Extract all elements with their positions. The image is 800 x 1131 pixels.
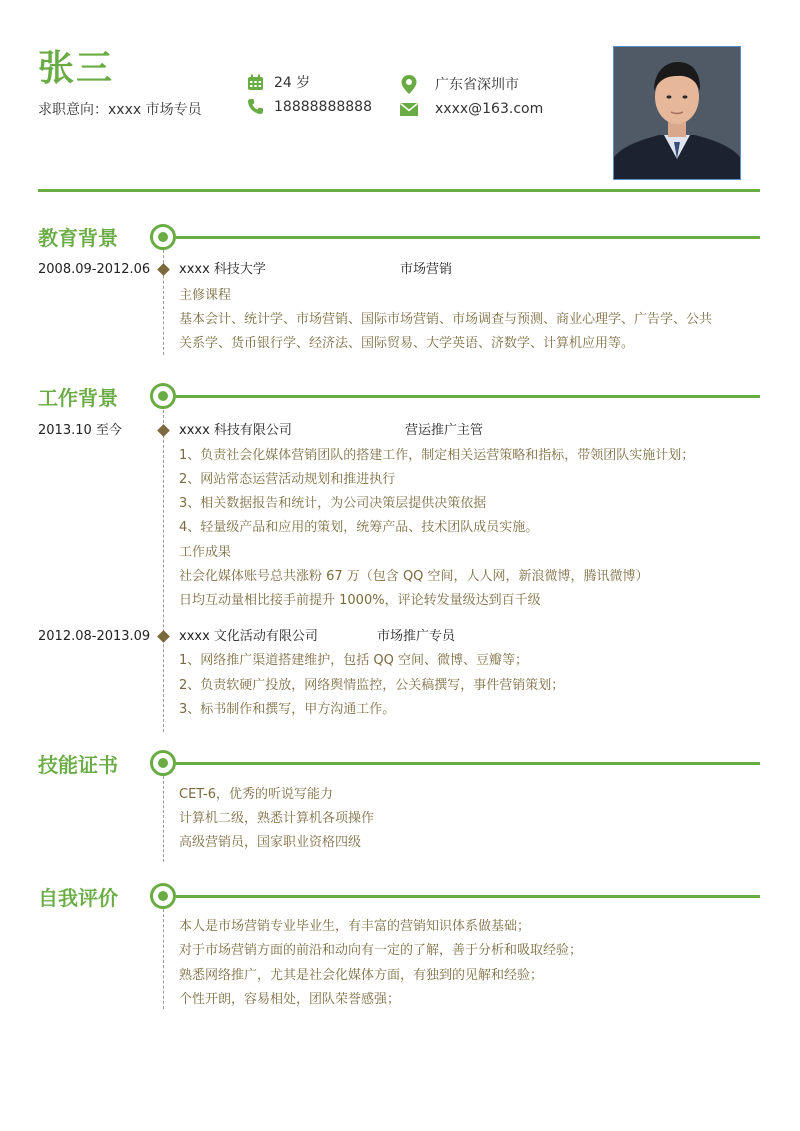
diamond-icon — [157, 630, 170, 643]
education-line: 基本会计、统计学、市场营销、国际市场营销、市场调查与预测、商业心理学、广告学、公共 — [179, 312, 713, 327]
self-line: 对于市场营销方面的前沿和动向有一定的了解，善于分析和吸取经验； — [179, 943, 583, 958]
education-rule — [176, 236, 760, 239]
self-line: 个性开朗，容易相处，团队荣誉感强； — [179, 992, 401, 1007]
self-heading: 自我评价 — [38, 886, 118, 910]
job-line: 1、负责社会化媒体营销团队的搭建工作，制定相关运营策略和指标，带领团队实施计划； — [179, 448, 695, 463]
skill-line: CET-6，优秀的听说写能力 — [179, 787, 334, 802]
location-text: 广东省深圳市 — [435, 77, 519, 93]
self-marker-icon — [150, 883, 176, 909]
candidate-name: 张三 — [38, 48, 115, 89]
self-line: 熟悉网络推广，尤其是社会化媒体方面，有独到的见解和经验； — [179, 968, 544, 983]
phone-text: 18888888888 — [274, 99, 372, 115]
calendar-icon — [246, 73, 264, 91]
skills-rule — [176, 762, 760, 765]
skills-timeline — [163, 776, 164, 862]
job-date: 2012.08-2013.09 — [38, 629, 151, 644]
work-marker-icon — [150, 383, 176, 409]
job-line: 工作成果 — [179, 545, 232, 560]
skill-line: 计算机二级，熟悉计算机各项操作 — [179, 811, 375, 826]
work-rule — [176, 395, 760, 398]
age-text: 24 岁 — [274, 75, 311, 91]
header-divider — [38, 189, 760, 192]
skills-marker-icon — [150, 750, 176, 776]
major-name: 市场营销 — [400, 262, 453, 277]
location-pin-icon — [400, 75, 418, 93]
job-line: 3、标书制作和撰写，甲方沟通工作。 — [179, 702, 396, 717]
work-heading: 工作背景 — [38, 386, 118, 410]
education-marker-icon — [150, 224, 176, 250]
self-timeline — [163, 909, 164, 1009]
self-rule — [176, 895, 760, 898]
job-line: 日均互动量相比接手前提升 1000%，评论转发量级达到百千级 — [179, 593, 541, 608]
job-line: 2、负责软硬广投放，网络舆情监控，公关稿撰写，事件营销策划； — [179, 678, 565, 693]
job-line: 1、网络推广渠道搭建维护，包括 QQ 空间、微博、豆瓣等； — [179, 653, 529, 668]
education-line: 关系学、货币银行学、经济法、国际贸易、大学英语、济数学、计算机应用等。 — [179, 336, 635, 351]
job-line: 社会化媒体账号总共涨粉 67 万（包含 QQ 空间，人人网，新浪微博，腾讯微博） — [179, 569, 649, 584]
education-date: 2008.09-2012.06 — [38, 262, 151, 277]
education-line: 主修课程 — [179, 288, 232, 303]
job-line: 3、相关数据报告和统计，为公司决策层提供决策依据 — [179, 496, 487, 511]
diamond-icon — [157, 424, 170, 437]
skill-line: 高级营销员，国家职业资格四级 — [179, 835, 362, 850]
job-role: 市场推广专员 — [377, 629, 456, 644]
job-role: 营运推广主管 — [405, 423, 484, 438]
job-line: 4、轻量级产品和应用的策划，统筹产品、技术团队成员实施。 — [179, 520, 539, 535]
job-date: 2013.10 至今 — [38, 423, 122, 438]
phone-icon — [246, 97, 264, 115]
email-text: xxxx@163.com — [435, 101, 544, 117]
diamond-icon — [157, 263, 170, 276]
education-heading: 教育背景 — [38, 226, 118, 250]
job-company: xxxx 科技有限公司 — [179, 423, 292, 438]
job-line: 2、网站常态运营活动规划和推进执行 — [179, 472, 396, 487]
mail-icon — [400, 100, 418, 118]
job-intent: 求职意向：xxxx 市场专员 — [38, 102, 202, 118]
self-line: 本人是市场营销专业毕业生，有丰富的营销知识体系做基础； — [179, 919, 531, 934]
profile-photo — [613, 46, 741, 180]
job-company: xxxx 文化活动有限公司 — [179, 629, 318, 644]
school-name: xxxx 科技大学 — [179, 262, 266, 277]
skills-heading: 技能证书 — [38, 753, 118, 777]
work-timeline — [163, 410, 164, 732]
